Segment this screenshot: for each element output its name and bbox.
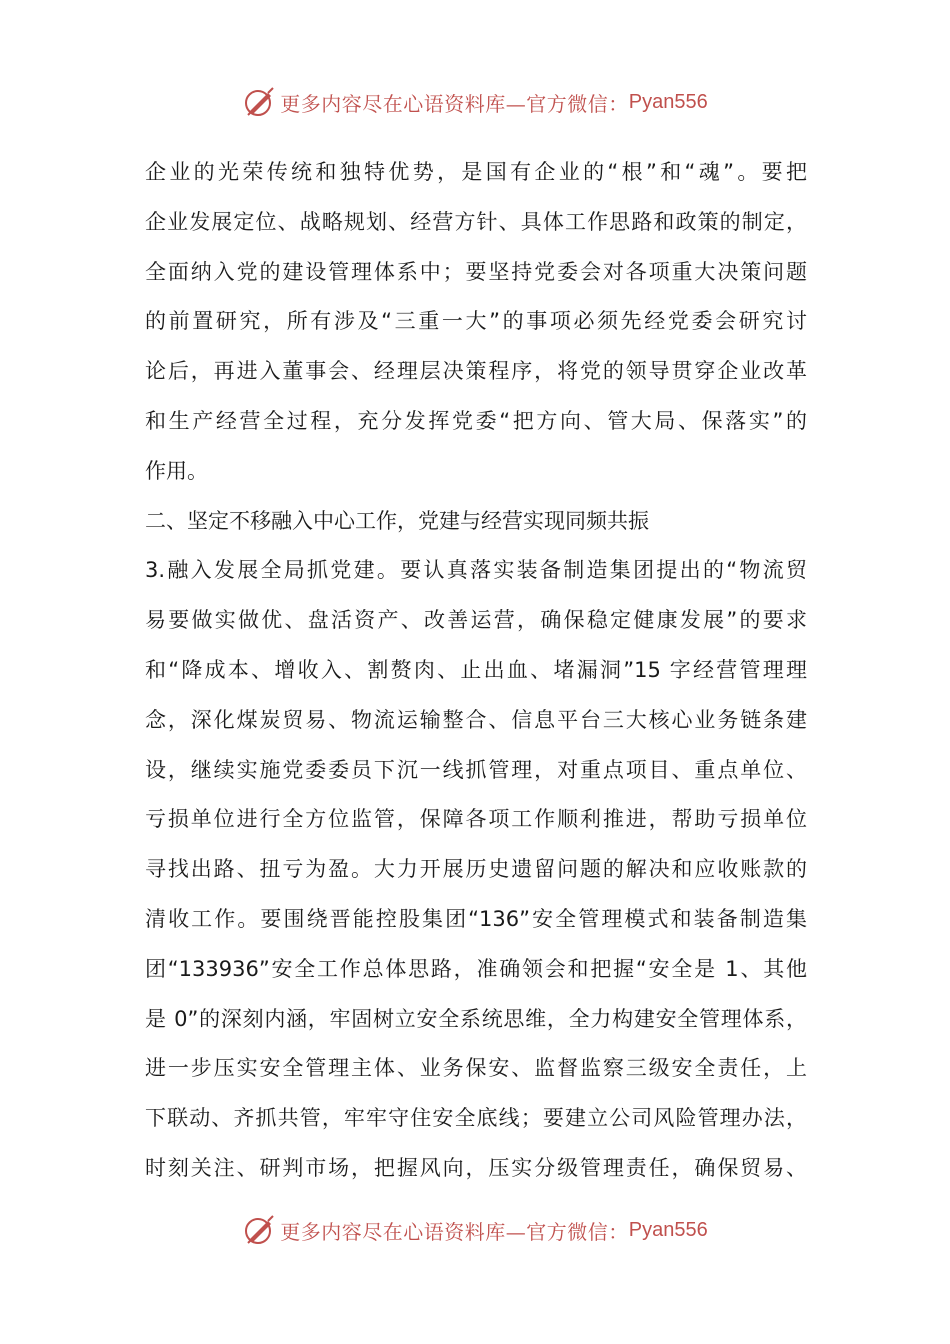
text-line: 全面纳入党的建设管理体系中；要坚持党委会对各项重大决策问题: [145, 259, 807, 284]
text-line: 企业的光荣传统和独特优势，是国有企业的“根”和“魂”。要把: [145, 160, 807, 184]
pen-logo-icon: [242, 1213, 276, 1247]
header-banner: [0, 82, 950, 122]
pen-logo-icon: [242, 85, 276, 119]
text-line: 设，继续实施党委委员下沉一线抓管理，对重点项目、重点单位、: [145, 757, 807, 782]
document-body: [145, 148, 807, 1194]
text-line: 和“降成本、增收入、割赘肉、止出血、堵漏洞”15 字经营管理理: [145, 657, 807, 682]
header-banner-wechat-id: Pyan556: [628, 90, 708, 113]
text-line: 念，深化煤炭贸易、物流运输整合、信息平台三大核心业务链条建: [145, 707, 807, 732]
text-line: 团“133936”安全工作总体思路，准确领会和把握“安全是 1、其他: [145, 956, 807, 981]
text-line: 时刻关注、研判市场，把握风向，压实分级管理责任，确保贸易、: [145, 1155, 807, 1180]
text-line: 亏损单位进行全方位监管，保障各项工作顺利推进，帮助亏损单位: [145, 807, 807, 832]
text-line: 论后，再进入董事会、经理层决策程序，将党的领导贯穿企业改革: [145, 359, 807, 384]
text-line: 进一步压实安全管理主体、业务保安、监督监察三级安全责任，上: [145, 1056, 807, 1081]
text-line: 下联动、齐抓共管，牢牢守住安全底线；要建立公司风险管理办法，: [145, 1106, 807, 1131]
text-line: 寻找出路、扭亏为盈。大力开展历史遗留问题的解决和应收账款的: [145, 857, 807, 882]
text-line: 和生产经营全过程，充分发挥党委“把方向、管大局、保落实”的: [145, 408, 807, 433]
text-line: 作用。: [145, 458, 208, 483]
text-line: 的前置研究，所有涉及“三重一大”的事项必须先经党委会研究讨: [145, 309, 807, 334]
text-line: 企业发展定位、战略规划、经营方针、具体工作思路和政策的制定，: [145, 209, 807, 234]
footer-banner: [0, 1210, 950, 1250]
header-banner-text: 更多内容尽在心语资料库—官方微信：: [280, 91, 629, 116]
text-line: 清收工作。要围绕晋能控股集团“136”安全管理模式和装备制造集: [145, 906, 807, 931]
text-line: 是 0”的深刻内涵，牢固树立安全系统思维，全力构建安全管理体系，: [145, 1006, 807, 1031]
footer-banner-wechat-id: Pyan556: [628, 1218, 708, 1241]
section-heading: 二、坚定不移融入中心工作，党建与经营实现同频共振: [145, 508, 649, 533]
text-line: 易要做实做优、盘活资产、改善运营，确保稳定健康发展”的要求: [145, 608, 807, 633]
footer-banner-text: 更多内容尽在心语资料库—官方微信：: [280, 1219, 629, 1244]
text-line: 3.融入发展全局抓党建。要认真落实装备制造集团提出的“物流贸: [145, 558, 807, 583]
